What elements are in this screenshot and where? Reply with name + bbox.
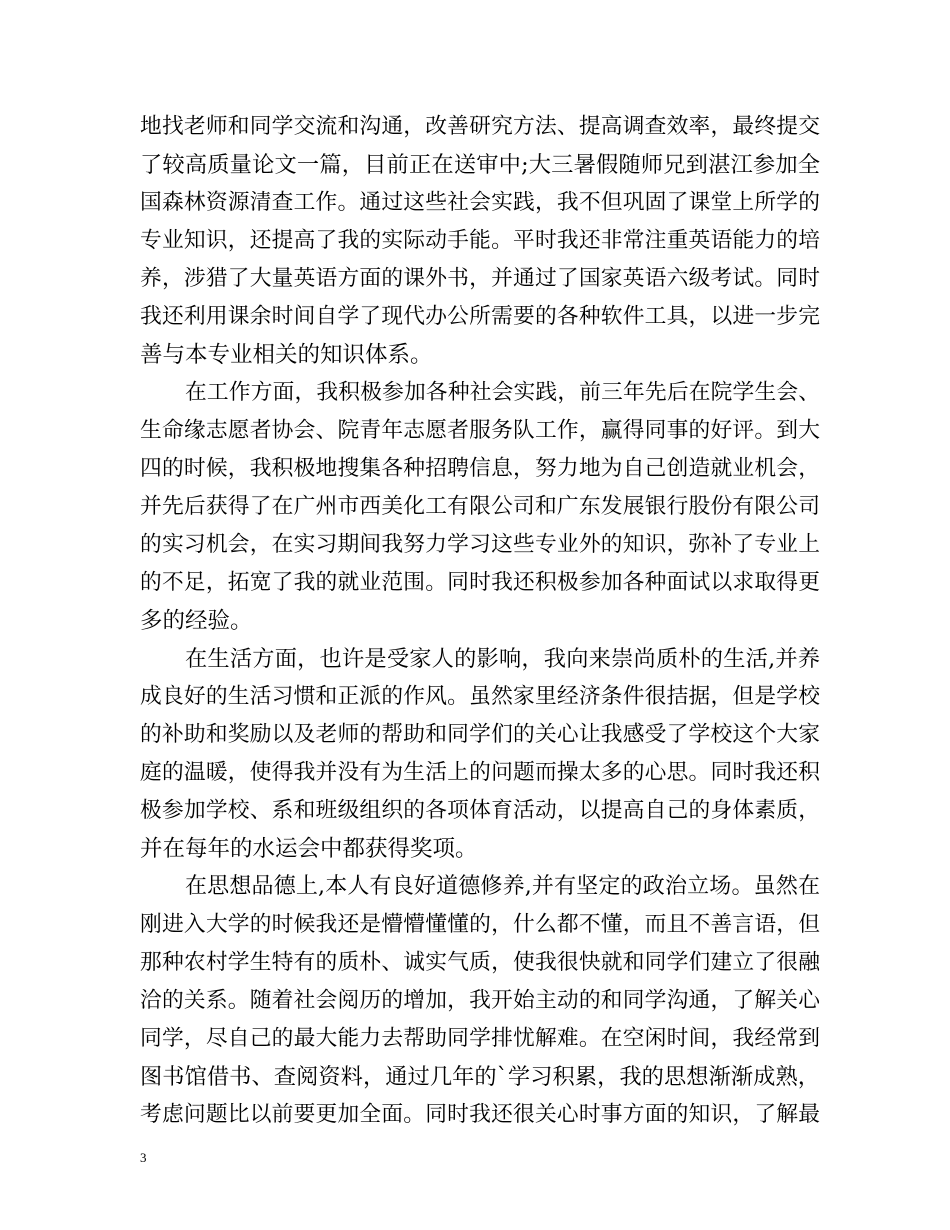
text-line: 的补助和奖励以及老师的帮助和同学们的关心让我感受了学校这个大家: [140, 722, 820, 747]
text-line: 多的经验。: [140, 608, 253, 634]
text-line: 地找老师和同学交流和沟通，改善研究方法、提高调查效率，最终提交: [140, 114, 820, 139]
page-number: 3: [140, 1150, 147, 1165]
text-line: 在思想品德上,本人有良好道德修养,并有坚定的政治立场。虽然在: [185, 874, 820, 899]
text-line: 图书馆借书、查阅资料，通过几年的`学习积累，我的思想渐渐成熟，: [140, 1064, 820, 1090]
text-line: 刚进入大学的时候我还是懵懵懂懂的，什么都不懂，而且不善言语，但: [140, 912, 820, 937]
text-line: 专业知识，还提高了我的实际动手能。平时我还非常注重英语能力的培: [140, 228, 820, 253]
text-line: 我还利用课余时间自学了现代办公所需要的各种软件工具，以进一步完: [140, 304, 820, 329]
text-line: 养，涉猎了大量英语方面的课外书，并通过了国家英语六级考试。同时: [140, 266, 820, 291]
text-line: 那种农村学生特有的质朴、诚实气质，使我很快就和同学们建立了很融: [140, 950, 820, 975]
text-line: 四的时候，我积极地搜集各种招聘信息，努力地为自己创造就业机会，: [140, 456, 820, 481]
text-line: 成良好的生活习惯和正派的作风。虽然家里经济条件很拮据，但是学校: [140, 684, 820, 709]
text-line: 考虑问题比以前要更加全面。同时我还很关心时事方面的知识，了解最: [140, 1102, 820, 1127]
document-body: [140, 108, 820, 1134]
text-line: 生命缘志愿者协会、院青年志愿者服务队工作，赢得同事的好评。到大: [140, 418, 820, 443]
text-line: 并在每年的水运会中都获得奖项。: [140, 836, 478, 862]
text-line: 洽的关系。随着社会阅历的增加，我开始主动的和同学沟通，了解关心: [140, 988, 820, 1013]
text-line: 并先后获得了在广州市西美化工有限公司和广东发展银行股份有限公司: [140, 494, 820, 519]
text-line: 国森林资源清查工作。通过这些社会实践，我不但巩固了课堂上所学的: [140, 190, 820, 215]
text-line: 的不足，拓宽了我的就业范围。同时我还积极参加各种面试以求取得更: [140, 570, 820, 595]
text-line: 同学，尽自己的最大能力去帮助同学排忧解难。在空闲时间，我经常到: [140, 1026, 820, 1051]
text-line: 了较高质量论文一篇，目前正在送审中;大三暑假随师兄到湛江参加全: [140, 152, 820, 178]
text-line: 的实习机会，在实习期间我努力学习这些专业外的知识，弥补了专业上: [140, 532, 820, 557]
text-line: 极参加学校、系和班级组织的各项体育活动，以提高自己的身体素质，: [140, 798, 820, 823]
text-line: 在工作方面，我积极参加各种社会实践，前三年先后在院学生会、: [185, 380, 820, 405]
text-line: 庭的温暖，使得我并没有为生活上的问题而操太多的心思。同时我还积: [140, 760, 820, 785]
text-line: 在生活方面，也许是受家人的影响，我向来崇尚质朴的生活,并养: [185, 646, 820, 672]
text-line: 善与本专业相关的知识体系。: [140, 342, 433, 368]
